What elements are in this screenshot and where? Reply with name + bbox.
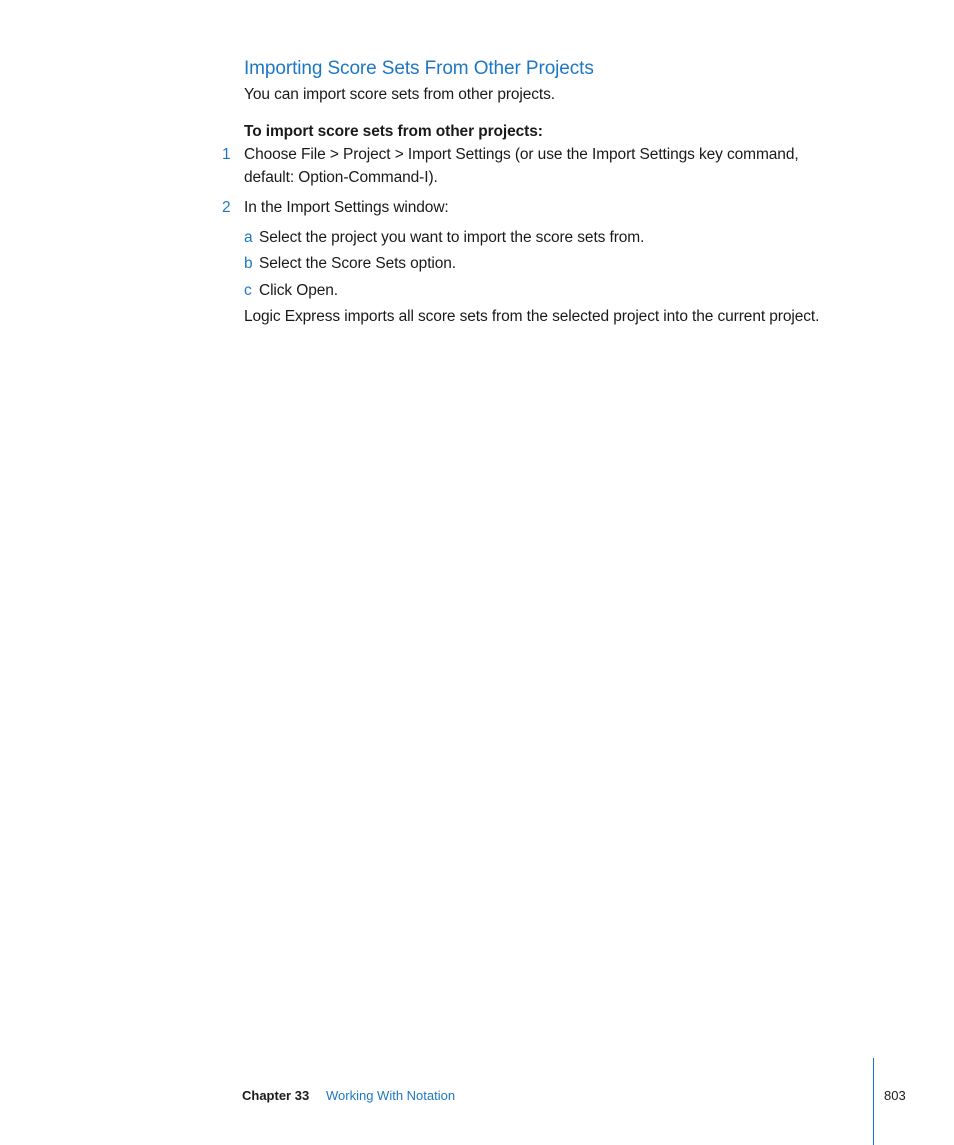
- task-result: Logic Express imports all score sets from the selected project into the current project.: [244, 308, 820, 325]
- step-text-line: default: Option-Command-I).: [244, 169, 438, 186]
- page-number: 803: [884, 1088, 906, 1103]
- section-intro: You can import score sets from other projects.: [244, 86, 555, 103]
- task-heading: To import score sets from other projects:: [244, 123, 543, 140]
- step-text-line: In the Import Settings window:: [244, 199, 449, 216]
- step-text-line: Choose File > Project > Import Settings (or use the Import Settings key command,: [244, 146, 799, 163]
- section-heading: Importing Score Sets From Other Projects: [244, 58, 594, 79]
- footer-divider: [873, 1058, 874, 1145]
- footer-chapter: Chapter 33: [242, 1088, 310, 1103]
- substep-letter: a: [244, 229, 253, 246]
- substep-text: Select the Score Sets option.: [259, 255, 456, 272]
- substep-text: Click Open.: [259, 282, 339, 299]
- substep-letter: c: [244, 282, 252, 299]
- step-number: 2: [222, 199, 231, 216]
- step-number: 1: [222, 146, 231, 163]
- footer-chapter-title: Working With Notation: [326, 1088, 456, 1103]
- substep-letter: b: [244, 255, 253, 272]
- substep-text: Select the project you want to import the score sets from.: [259, 229, 645, 246]
